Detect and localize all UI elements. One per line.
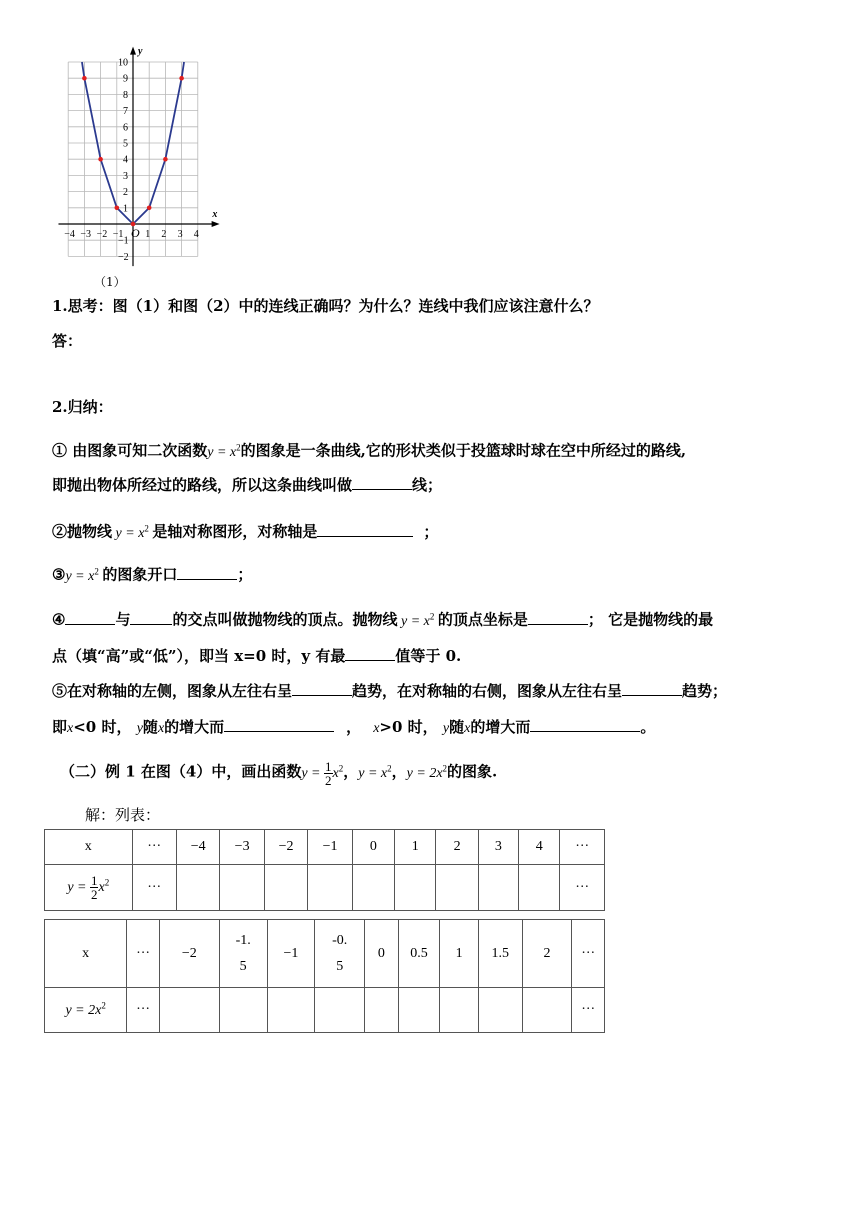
table-cell: x [45, 920, 127, 988]
table-cell: x [45, 830, 133, 865]
value-table-2 [44, 919, 605, 1033]
answer-cell[interactable] [365, 988, 399, 1033]
table-cell: 2 [522, 920, 572, 988]
table-cell: 4 [519, 830, 560, 865]
table-cell: −2 [159, 920, 219, 988]
y-tick-label: 2 [123, 187, 128, 199]
table-cell: −4 [176, 830, 219, 865]
table-cell: ··· [132, 830, 176, 865]
table-header-row [45, 920, 605, 988]
summary-line-3: ②抛物线 $y = x^2$ 是轴对称图形，对称轴是 ； [52, 522, 439, 541]
table-row [45, 865, 605, 911]
parabola-figure [50, 40, 230, 270]
answer-cell[interactable] [308, 865, 352, 911]
x-tick-label: 1 [145, 229, 151, 240]
question-1: 1.思考：图（1）和图（2）中的连线正确吗？为什么？连线中我们应该注意什么？ [52, 297, 599, 315]
x-axis-arrow [212, 221, 220, 227]
y-tick-label: 10 [118, 57, 128, 69]
table-cell: ··· [560, 830, 605, 865]
answer-label: 答： [52, 332, 83, 350]
fill-blank[interactable] [622, 681, 682, 696]
table-cell: 1 [395, 830, 436, 865]
data-point [131, 222, 136, 227]
x-tick-label: 4 [193, 229, 199, 240]
answer-cell[interactable] [315, 988, 365, 1033]
y-tick-label: 5 [123, 138, 128, 150]
fill-blank[interactable] [130, 610, 172, 625]
table-row [45, 988, 605, 1033]
data-point [147, 206, 152, 211]
table-cell: 3 [478, 830, 518, 865]
y-tick-label: 7 [123, 106, 128, 118]
table-cell: 0 [365, 920, 399, 988]
table-cell: 0.5 [398, 920, 440, 988]
value-table-1 [44, 829, 605, 911]
y-tick-label: 9 [123, 73, 128, 85]
x-tick-label: −4 [64, 229, 75, 240]
origin-label: O [131, 226, 140, 240]
answer-cell[interactable] [176, 865, 219, 911]
data-point [179, 76, 184, 81]
summary-line-8: 即x<0 时， y随x的增大而 ， x>0 时， y随x的增大而 。 [52, 718, 656, 736]
y-tick-label: 3 [123, 170, 128, 182]
fill-blank[interactable] [528, 610, 588, 625]
answer-cell[interactable] [398, 988, 440, 1033]
table-cell: ··· [132, 865, 176, 911]
x-axis-label: x [212, 209, 218, 220]
fill-blank[interactable] [352, 475, 412, 490]
x-tick-label: 3 [177, 229, 183, 240]
x-tick-label: −3 [80, 229, 92, 240]
y-axis-label: y [138, 45, 143, 57]
table-cell: 2 [436, 830, 478, 865]
table-cell: −1 [308, 830, 352, 865]
answer-cell[interactable] [352, 865, 394, 911]
data-point [163, 157, 168, 162]
fill-blank[interactable] [317, 522, 413, 537]
data-point [98, 157, 103, 162]
table-cell: −2 [264, 830, 307, 865]
fill-blank[interactable] [177, 565, 237, 580]
table-cell: −3 [220, 830, 264, 865]
table-cell: ··· [572, 988, 605, 1033]
summary-line-1: ① 由图象可知二次函数$y = x^2$的图象是一条曲线,它的形状类似于投篮球时球在空中所经过的路线, [52, 441, 687, 460]
summary-line-7: ⑤在对称轴的左侧，图象从左往右呈 趋势，在对称轴的右侧，图象从左往右呈 趋势； [52, 682, 728, 700]
example-1: （二）例 1 在图（4）中，画出函数y = $\frac{1}{2}$ $x^2$，$y = x^2$，$y = 2x^2$的图象. [60, 758, 498, 788]
question-2-heading: 2.归纳： [52, 398, 113, 416]
fill-blank[interactable] [65, 610, 115, 625]
x-tick-label: −1 [112, 229, 124, 240]
answer-cell[interactable] [159, 988, 219, 1033]
y-tick-label: 8 [123, 89, 128, 101]
data-point [82, 76, 87, 81]
fill-blank[interactable] [345, 646, 395, 661]
table-cell: 1 [440, 920, 479, 988]
x-tick-label: 2 [161, 229, 167, 240]
x-tick-label: −2 [96, 229, 108, 240]
table-cell: ··· [127, 988, 160, 1033]
summary-line-5: ④ 与 的交点叫做抛物线的顶点。抛物线 $y = x^2$ 的顶点坐标是 ； 它是抛物线的最 [52, 610, 714, 629]
summary-line-6: 点（填“高”或“低”），即当 x=0 时，y 有最 值等于 0. [52, 647, 462, 665]
y-tick-label: 4 [123, 154, 128, 166]
answer-cell[interactable] [522, 988, 572, 1033]
table-cell: −1 [267, 920, 315, 988]
answer-cell[interactable] [264, 865, 307, 911]
table-cell: 0 [352, 830, 394, 865]
table-cell: 1.5 [478, 920, 522, 988]
table-cell: ··· [127, 920, 160, 988]
table-cell: ··· [572, 920, 605, 988]
answer-cell[interactable] [395, 865, 436, 911]
answer-cell[interactable] [267, 988, 315, 1033]
answer-cell[interactable] [478, 865, 518, 911]
summary-line-4: ③y = $x^2$ 的图象开口 ； [52, 565, 253, 584]
fill-blank[interactable] [224, 717, 334, 732]
answer-cell[interactable] [220, 865, 264, 911]
answer-cell[interactable] [478, 988, 522, 1033]
data-point [115, 206, 120, 211]
row-label: $y = 2x^2$ [45, 988, 127, 1033]
y-tick-label: 6 [123, 122, 128, 134]
fill-blank[interactable] [530, 717, 640, 732]
summary-line-2: 即抛出物体所经过的路线，所以这条曲线叫做 线； [52, 476, 443, 494]
figure-caption: （1） [94, 275, 126, 289]
answer-cell[interactable] [219, 988, 267, 1033]
y-axis-arrow [130, 47, 136, 55]
table-header-row [45, 830, 605, 865]
solution-label: 解：列表： [85, 806, 161, 824]
answer-cell[interactable] [519, 865, 560, 911]
fill-blank[interactable] [292, 681, 352, 696]
y-tick-label: −2 [118, 251, 129, 263]
y-tick-label: 1 [123, 203, 128, 215]
answer-cell[interactable] [436, 865, 478, 911]
table-cell: -0. 5 [315, 920, 365, 988]
y-tick-label: −1 [118, 235, 129, 247]
answer-cell[interactable] [440, 988, 479, 1033]
row-label: y = $\frac{1}{2}$ $x^2$ [45, 865, 133, 911]
table-cell: ··· [560, 865, 605, 911]
table-cell: -1. 5 [219, 920, 267, 988]
